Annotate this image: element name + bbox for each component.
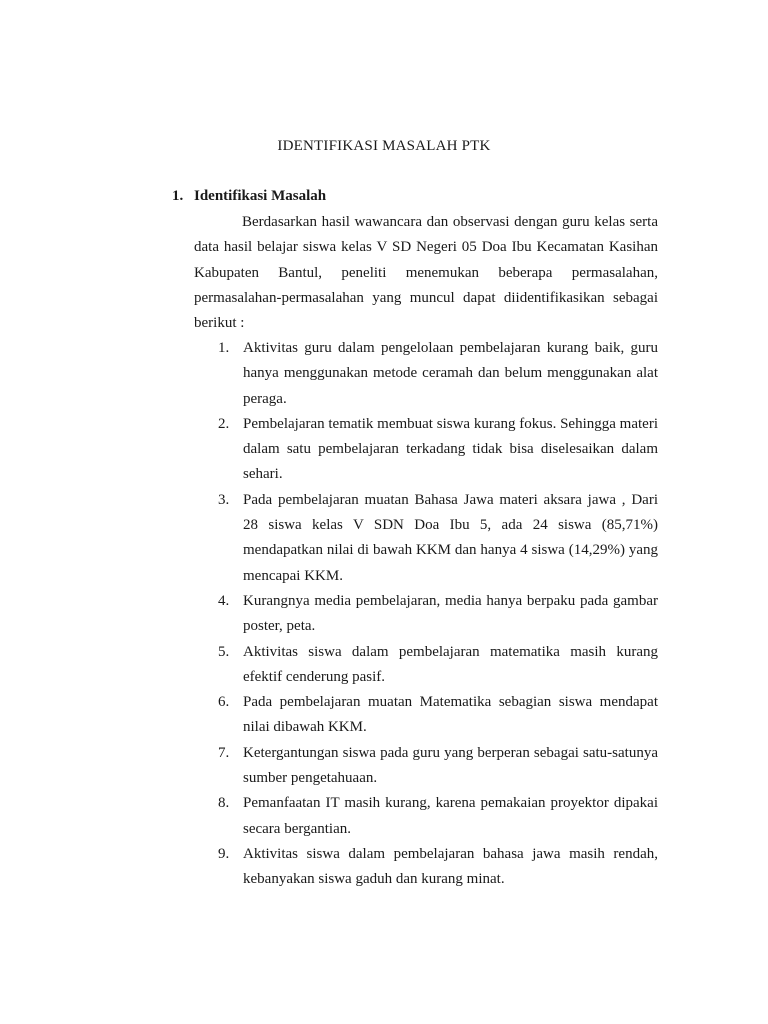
- list-item: [194, 640, 658, 691]
- list-item-number: 7.: [218, 744, 230, 761]
- list-item: [194, 488, 658, 589]
- list-item-text: Pembelajaran tematik membuat siswa kurang fokus. Sehingga materi dalam satu pembelajaran terkadang tidak bisa diselesaikan dalam sehari.: [243, 415, 658, 483]
- list-item-number: 4.: [218, 592, 230, 609]
- list-item: [194, 336, 658, 412]
- list-item-number: 5.: [218, 643, 230, 660]
- list-item-number: 1.: [218, 340, 230, 356]
- section-heading: [172, 186, 592, 206]
- list-item: [194, 741, 658, 792]
- section-number: 1.: [172, 188, 184, 204]
- list-item: [194, 412, 658, 488]
- document-title: IDENTIFIKASI MASALAH PTK: [277, 138, 491, 154]
- problem-list: [194, 336, 658, 893]
- list-item: [194, 589, 658, 640]
- list-item-text: Ketergantungan siswa pada guru yang berperan sebagai satu-satunya sumber pengetahuaan.: [243, 744, 658, 787]
- list-item-number: 8.: [218, 795, 230, 812]
- list-item-text: Pada pembelajaran muatan Matematika sebagian siswa mendapat nilai dibawah KKM.: [243, 694, 658, 736]
- list-item-text: Pemanfaatan IT masih kurang, karena pemakaian proyektor dipakai secara bergantian.: [243, 795, 658, 837]
- list-item-number: 6.: [218, 694, 230, 711]
- section-heading-label: Identifikasi Masalah: [194, 188, 327, 204]
- list-item-text: Pada pembelajaran muatan Bahasa Jawa materi aksara jawa , Dari 28 siswa kelas V SDN Doa Ibu 5, ada 24 siswa (85,71%) mendapatkan nilai di bawah KKM dan hanya 4 siswa (14,29%) yang mencapai KKM.: [243, 491, 658, 584]
- list-item-text: Aktivitas guru dalam pengelolaan pembelajaran kurang baik, guru hanya menggunakan metode ceramah dan belum menggunakan alat peraga.: [243, 340, 658, 407]
- intro-paragraph: Berdasarkan hasil wawancara dan observasi dengan guru kelas serta data hasil belajar siswa kelas V SD Negeri 05 Doa Ibu Kecamatan Kasihan Kabupaten Bantul, peneliti menemukan beberapa permasalahan, permasalahan-permasalahan yang muncul dapat diidentifikasikan sebagai berikut :: [194, 214, 658, 332]
- list-item-text: Kurangnya media pembelajaran, media hanya berpaku pada gambar poster, peta.: [243, 592, 658, 635]
- list-item-text: Aktivitas siswa dalam pembelajaran bahasa jawa masih rendah, kebanyakan siswa gaduh dan kurang minat.: [243, 845, 658, 888]
- list-item-number: 2.: [218, 415, 230, 432]
- list-item-number: 9.: [218, 845, 230, 862]
- list-item-number: 3.: [218, 491, 230, 508]
- list-item: [194, 791, 658, 842]
- list-item-text: Aktivitas siswa dalam pembelajaran matematika masih kurang efektif cenderung pasif.: [243, 643, 658, 685]
- list-item: [194, 690, 658, 741]
- list-item: [194, 842, 658, 893]
